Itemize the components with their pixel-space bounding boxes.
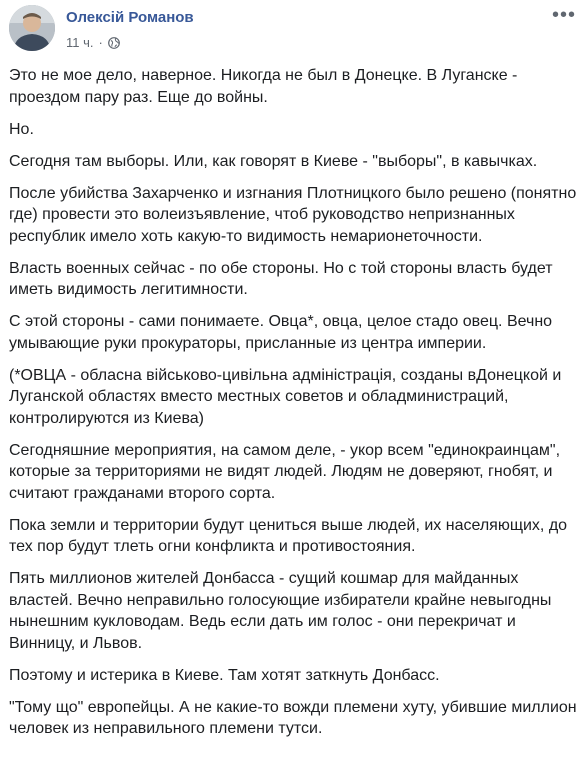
post-meta — [66, 35, 120, 50]
post-timestamp[interactable]: 11 ч. — [66, 35, 94, 50]
paragraph: Пока земли и территории будут цениться выше людей, их населяющих, до тех пор будут тлеть огни конфликта и противостояния. — [9, 516, 568, 555]
globe-icon[interactable] — [108, 37, 120, 49]
paragraph: Сегодняшние мероприятия, на самом деле, - укор всем "единокраинцам", которые за территориями не видят людей. Людям не доверяют, гнобят, и считают гражданами второго сорта. — [9, 441, 561, 502]
paragraph: (*ОВЦА - обласна військово-цивільна адміністрація, созданы вДонецкой и Луганской областях вместо местных советов и обладминистраций, контролируются из Киева) — [9, 366, 562, 427]
paragraph: С этой стороны - сами понимаете. Овца*, овца, целое стадо овец. Вечно умывающие руки прокураторы, присланные из центра империи. — [9, 313, 553, 352]
paragraph: Это не мое дело, наверное. Никогда не был в Донецке. В Луганске - проездом пару раз. Еще до войны. — [9, 67, 518, 106]
avatar[interactable] — [9, 5, 55, 51]
paragraph: После убийства Захарченко и изгнания Плотницкого было решено (понятно где) провести это волеизъявление, чтоб руководство непризнанных республик имело хоть какую-то видимость немарионеточности. — [9, 184, 577, 245]
paragraph: Поэтому и истерика в Киеве. Там хотят заткнуть Донбасс. — [9, 666, 440, 684]
paragraph: Пять миллионов жителей Донбасса - сущий кошмар для майданных властей. Вечно неправильно голосующие избиратели крайне невыгодны нынешним кукловодам. Ведь если дать им голос - они перекричат и Винницу, и Львов. — [9, 570, 552, 652]
paragraph: Сегодня там выборы. Или, как говорят в Киеве - "выборы", в кавычках. — [9, 152, 538, 170]
meta-separator: · — [98, 35, 103, 50]
more-options-icon[interactable]: ••• — [552, 4, 577, 26]
post-body — [9, 65, 579, 750]
avatar-photo — [9, 5, 55, 51]
paragraph: Но. — [9, 120, 34, 138]
author-name[interactable]: Олексій Романов — [66, 9, 194, 26]
paragraph: Власть военных сейчас - по обе стороны. Но с той стороны власть будет иметь видимость легитимности. — [9, 259, 553, 298]
paragraph: "Тому що" европейцы. А не какие-то вожди племени хуту, убившие миллион человек из неправильного племени тутси. — [9, 698, 577, 737]
